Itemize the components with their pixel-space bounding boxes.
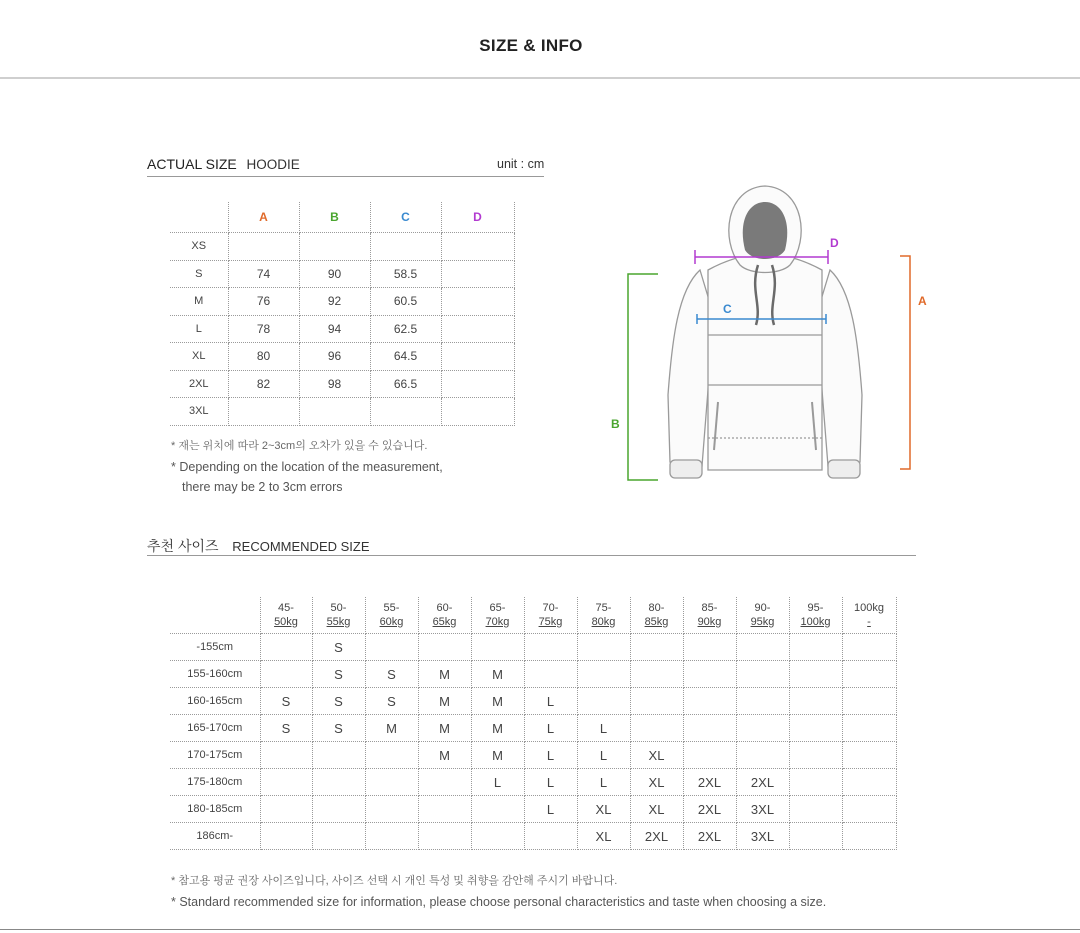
- size-label: XL: [170, 343, 228, 371]
- table-row: [170, 688, 896, 715]
- size-cell: [524, 661, 577, 688]
- weight-col-header: [789, 597, 842, 634]
- measure-cell: [370, 233, 441, 261]
- size-cell: L: [524, 715, 577, 742]
- size-cell: L: [524, 688, 577, 715]
- recommended-size-body: [170, 597, 896, 850]
- measure-cell: 76: [228, 288, 299, 316]
- recommended-heading-ko: 추천 사이즈: [147, 538, 219, 554]
- weight-range-end: 65kg: [432, 616, 457, 628]
- size-cell: [260, 661, 312, 688]
- measure-cell: [228, 233, 299, 261]
- weight-col-header: [471, 597, 524, 634]
- label-b: B: [611, 417, 620, 431]
- size-cell: [312, 796, 365, 823]
- measure-cell: 60.5: [370, 288, 441, 316]
- measure-cell: [228, 398, 299, 426]
- size-cell: [260, 769, 312, 796]
- weight-col-header: [524, 597, 577, 634]
- weight-range-end: 60kg: [379, 616, 404, 628]
- measure-cell: [370, 398, 441, 426]
- size-cell: [630, 715, 683, 742]
- size-cell: [524, 634, 577, 661]
- size-cell: [630, 661, 683, 688]
- size-cell: [471, 796, 524, 823]
- size-cell: [789, 823, 842, 850]
- actual-note-ko: * 재는 위치에 따라 2~3cm의 오차가 있을 수 있습니다.: [171, 440, 428, 452]
- footer-divider: [0, 929, 1080, 930]
- weight-range-start: 45-: [278, 602, 294, 614]
- size-cell: [842, 742, 896, 769]
- size-cell: [736, 634, 789, 661]
- size-cell: [736, 715, 789, 742]
- table-row: [170, 260, 514, 288]
- size-cell: 2XL: [683, 796, 736, 823]
- size-cell: S: [365, 688, 418, 715]
- actual-section-rule: [147, 176, 544, 177]
- size-cell: [842, 715, 896, 742]
- size-cell: [365, 823, 418, 850]
- recommended-heading-en: RECOMMENDED SIZE: [232, 539, 370, 554]
- size-cell: [418, 769, 471, 796]
- size-cell: [736, 661, 789, 688]
- recommended-heading: [147, 536, 370, 556]
- size-cell: [842, 634, 896, 661]
- size-cell: [842, 823, 896, 850]
- weight-col-header: [260, 597, 312, 634]
- size-cell: [260, 823, 312, 850]
- weight-range-end: 80kg: [591, 616, 616, 628]
- measure-cell: [299, 398, 370, 426]
- table-row: [170, 398, 514, 426]
- measure-col-header: D: [441, 202, 514, 233]
- measure-cell: 74: [228, 260, 299, 288]
- size-cell: [524, 823, 577, 850]
- weight-col-header: [736, 597, 789, 634]
- corner-cell: [170, 202, 228, 233]
- table-row: [170, 796, 896, 823]
- size-cell: [577, 661, 630, 688]
- size-cell: [789, 688, 842, 715]
- size-cell: M: [418, 715, 471, 742]
- size-cell: L: [524, 769, 577, 796]
- measure-cell: [441, 343, 514, 371]
- measure-cell: 96: [299, 343, 370, 371]
- table-row: [170, 343, 514, 371]
- actual-header-row: [170, 202, 514, 233]
- size-cell: [577, 688, 630, 715]
- size-cell: [683, 715, 736, 742]
- measure-cell: 78: [228, 315, 299, 343]
- weight-range-start: 100kg: [854, 602, 884, 614]
- weight-col-header: [577, 597, 630, 634]
- size-label: 3XL: [170, 398, 228, 426]
- size-cell: S: [312, 634, 365, 661]
- size-cell: [365, 796, 418, 823]
- measure-cell: 58.5: [370, 260, 441, 288]
- size-cell: [365, 769, 418, 796]
- table-row: [170, 370, 514, 398]
- size-cell: M: [471, 661, 524, 688]
- size-cell: [471, 823, 524, 850]
- size-cell: M: [418, 688, 471, 715]
- size-cell: M: [418, 742, 471, 769]
- size-cell: [683, 661, 736, 688]
- measure-b: [628, 274, 658, 480]
- size-cell: [260, 742, 312, 769]
- size-cell: S: [365, 661, 418, 688]
- size-label: M: [170, 288, 228, 316]
- size-cell: L: [524, 742, 577, 769]
- weight-range-end: 55kg: [326, 616, 351, 628]
- size-cell: L: [524, 796, 577, 823]
- measure-cell: 62.5: [370, 315, 441, 343]
- page-title: SIZE & INFO: [479, 36, 583, 55]
- weight-range-end: 50kg: [274, 616, 298, 628]
- size-cell: [842, 796, 896, 823]
- height-label: 175-180cm: [170, 769, 260, 796]
- measure-col-header: A: [228, 202, 299, 233]
- label-a: A: [918, 294, 927, 308]
- size-cell: [630, 688, 683, 715]
- measure-cell: [441, 260, 514, 288]
- table-row: [170, 823, 896, 850]
- size-cell: S: [312, 688, 365, 715]
- weight-range-end: 75kg: [538, 616, 563, 628]
- weight-range-start: 85-: [701, 602, 718, 614]
- recommended-note-en: * Standard recommended size for information, please choose personal characteristics and taste when choosing a size.: [171, 895, 827, 909]
- actual-note-en-1: * Depending on the location of the measurement,: [171, 460, 443, 474]
- size-cell: M: [418, 661, 471, 688]
- header-divider: [0, 77, 1080, 79]
- size-cell: XL: [630, 796, 683, 823]
- size-cell: [842, 661, 896, 688]
- hood-opening: [743, 202, 788, 259]
- size-cell: [260, 634, 312, 661]
- size-cell: L: [577, 769, 630, 796]
- height-label: 160-165cm: [170, 688, 260, 715]
- weight-col-header: [842, 597, 896, 634]
- size-cell: [789, 661, 842, 688]
- size-cell: 3XL: [736, 823, 789, 850]
- size-cell: M: [471, 715, 524, 742]
- size-cell: [736, 688, 789, 715]
- weight-col-header: [365, 597, 418, 634]
- recommended-size-table: [170, 597, 897, 850]
- measure-cell: 66.5: [370, 370, 441, 398]
- measure-cell: 90: [299, 260, 370, 288]
- size-label: L: [170, 315, 228, 343]
- size-cell: S: [260, 715, 312, 742]
- size-cell: [365, 634, 418, 661]
- measure-cell: 80: [228, 343, 299, 371]
- size-cell: [365, 742, 418, 769]
- weight-range-start: 90-: [754, 602, 771, 614]
- weight-range-end: 85kg: [644, 616, 669, 628]
- weight-header-row: [170, 597, 896, 634]
- table-row: [170, 288, 514, 316]
- size-cell: 2XL: [630, 823, 683, 850]
- measure-cell: [441, 288, 514, 316]
- measure-a: [900, 256, 910, 469]
- measure-cell: [441, 315, 514, 343]
- height-label: 186cm-: [170, 823, 260, 850]
- height-label: 155-160cm: [170, 661, 260, 688]
- weight-range-start: 65-: [489, 602, 506, 614]
- weight-range-start: 95-: [807, 602, 824, 614]
- size-cell: [789, 715, 842, 742]
- size-cell: [789, 742, 842, 769]
- size-cell: 3XL: [736, 796, 789, 823]
- measure-col-header: B: [299, 202, 370, 233]
- size-cell: XL: [577, 823, 630, 850]
- measure-cell: [299, 233, 370, 261]
- weight-col-header: [312, 597, 365, 634]
- height-label: -155cm: [170, 634, 260, 661]
- weight-range-start: 70-: [542, 602, 559, 614]
- height-label: 180-185cm: [170, 796, 260, 823]
- size-cell: [577, 634, 630, 661]
- corner-cell: [170, 597, 260, 634]
- size-cell: [789, 796, 842, 823]
- table-row: [170, 661, 896, 688]
- size-cell: [418, 634, 471, 661]
- measure-cell: 98: [299, 370, 370, 398]
- recommended-note-ko: * 참고용 평균 권장 사이즈입니다, 사이즈 선택 시 개인 특성 및 취향을 감안해 주시기 바랍니다.: [171, 875, 618, 887]
- size-cell: M: [471, 688, 524, 715]
- size-cell: XL: [630, 769, 683, 796]
- size-cell: S: [312, 661, 365, 688]
- size-cell: [418, 823, 471, 850]
- size-cell: [789, 634, 842, 661]
- table-row: [170, 315, 514, 343]
- weight-range-end: 100kg: [800, 616, 831, 628]
- measure-cell: [441, 370, 514, 398]
- size-cell: [260, 796, 312, 823]
- size-cell: 2XL: [683, 769, 736, 796]
- size-cell: M: [365, 715, 418, 742]
- size-cell: XL: [577, 796, 630, 823]
- measure-cell: 82: [228, 370, 299, 398]
- weight-col-header: [418, 597, 471, 634]
- size-cell: M: [471, 742, 524, 769]
- table-row: [170, 715, 896, 742]
- height-label: 165-170cm: [170, 715, 260, 742]
- size-cell: S: [260, 688, 312, 715]
- actual-size-heading: [147, 156, 300, 172]
- product-name: HOODIE: [246, 157, 300, 172]
- size-cell: [312, 823, 365, 850]
- size-cell: L: [471, 769, 524, 796]
- size-cell: L: [577, 715, 630, 742]
- height-label: 170-175cm: [170, 742, 260, 769]
- actual-size-table: [170, 202, 515, 426]
- weight-col-header: [683, 597, 736, 634]
- recommended-section-rule: [147, 555, 916, 556]
- measure-cell: [441, 398, 514, 426]
- measure-cell: 64.5: [370, 343, 441, 371]
- weight-range-start: 50-: [330, 602, 347, 614]
- label-d: D: [830, 236, 839, 250]
- weight-range-start: 80-: [648, 602, 665, 614]
- size-cell: [683, 742, 736, 769]
- weight-range-end: 90kg: [697, 616, 722, 628]
- measure-cell: [441, 233, 514, 261]
- size-cell: XL: [630, 742, 683, 769]
- actual-note-en-2: there may be 2 to 3cm errors: [182, 480, 343, 494]
- size-label: XS: [170, 233, 228, 261]
- size-cell: 2XL: [683, 823, 736, 850]
- table-row: [170, 233, 514, 261]
- size-cell: [683, 634, 736, 661]
- measure-col-header: C: [370, 202, 441, 233]
- hoodie-measurement-diagram: [600, 180, 940, 490]
- size-cell: [789, 769, 842, 796]
- size-cell: [630, 634, 683, 661]
- measure-cell: 92: [299, 288, 370, 316]
- weight-range-end: 70kg: [485, 616, 510, 628]
- size-cell: [842, 769, 896, 796]
- actual-size-title: ACTUAL SIZE: [147, 156, 237, 172]
- weight-range-end: 95kg: [750, 616, 775, 628]
- actual-size-body: [170, 202, 514, 425]
- size-cell: [312, 742, 365, 769]
- size-cell: [842, 688, 896, 715]
- label-c: C: [723, 302, 732, 316]
- table-row: [170, 742, 896, 769]
- weight-range-start: 55-: [383, 602, 400, 614]
- weight-range-end: -: [867, 616, 871, 628]
- table-row: [170, 769, 896, 796]
- size-cell: [312, 769, 365, 796]
- weight-range-start: 60-: [436, 602, 453, 614]
- weight-range-start: 75-: [595, 602, 612, 614]
- size-cell: S: [312, 715, 365, 742]
- measure-cell: 94: [299, 315, 370, 343]
- size-cell: 2XL: [736, 769, 789, 796]
- unit-label: unit : cm: [497, 157, 545, 171]
- size-cell: [683, 688, 736, 715]
- size-cell: [418, 796, 471, 823]
- size-cell: [471, 634, 524, 661]
- size-cell: L: [577, 742, 630, 769]
- size-label: 2XL: [170, 370, 228, 398]
- size-cell: [736, 742, 789, 769]
- weight-col-header: [630, 597, 683, 634]
- table-row: [170, 634, 896, 661]
- size-label: S: [170, 260, 228, 288]
